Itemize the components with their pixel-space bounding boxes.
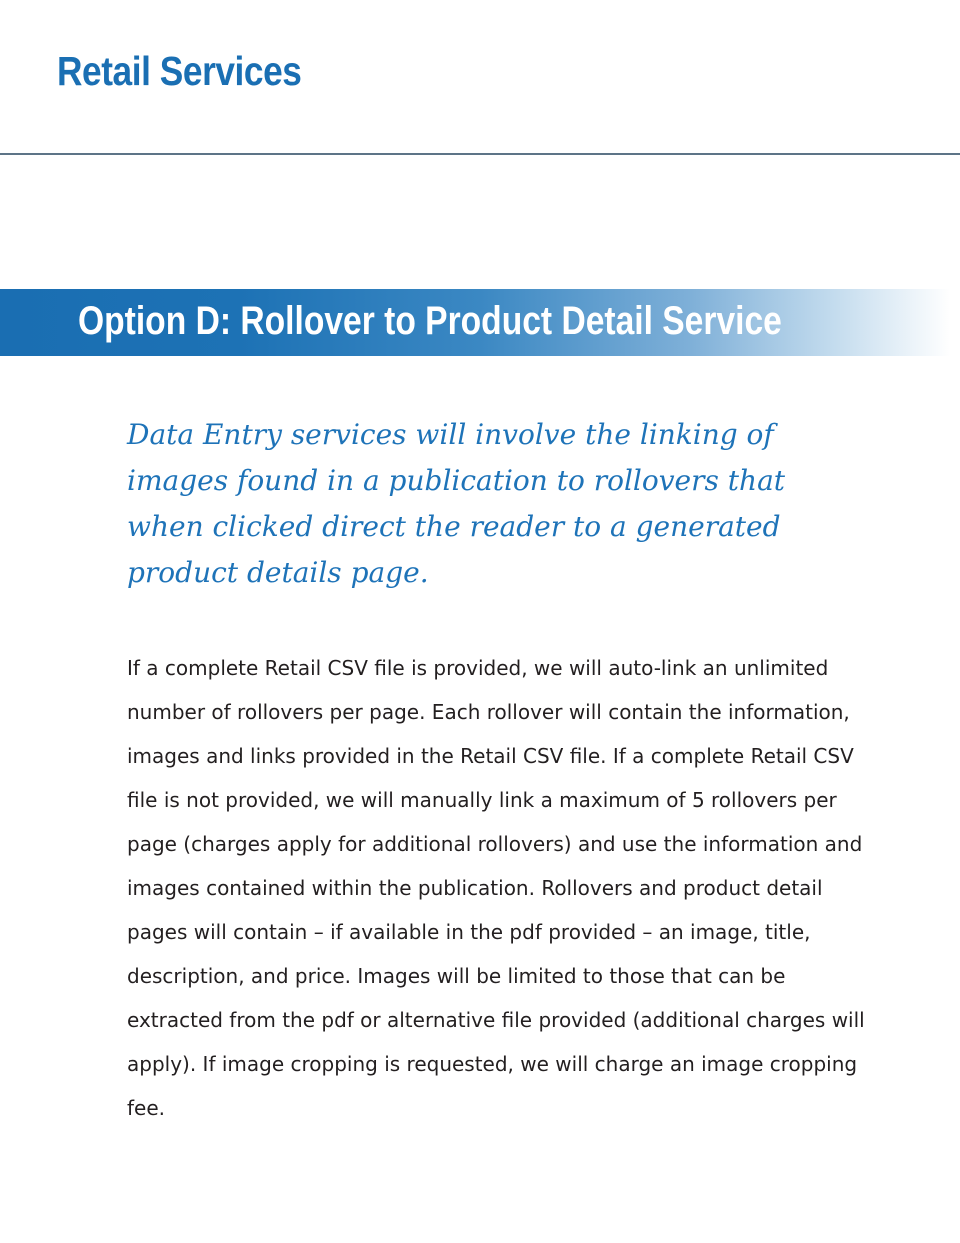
lead-paragraph: Data Entry services will involve the linking of images found in a publication to rollovers that when clicked direct the reader to a generated product details page. — [127, 418, 786, 589]
section-title: Option D: Rollover to Product Detail Service — [78, 299, 782, 343]
body-paragraph: If a complete Retail CSV file is provided, we will auto-link an unlimited number of rollovers per page. Each rollover will contain the information, images and links provided in the Retail CSV file. If a complete Retail CSV file is not provided, we will manually link a maximum of 5 rollovers per page (charges apply for additional rollovers) and use the information and images contained within the publication. Rollovers and product detail pages will contain – if available in the pdf provided – an image, title, description, and price. Images will be limited to those that can be extracted from the pdf or alternative file provided (additional charges will apply). If image cropping is requested, we will charge an image cropping fee. — [127, 656, 865, 1120]
page-title: Retail Services — [57, 48, 302, 94]
header-divider — [0, 153, 960, 155]
page-header — [0, 0, 960, 156]
